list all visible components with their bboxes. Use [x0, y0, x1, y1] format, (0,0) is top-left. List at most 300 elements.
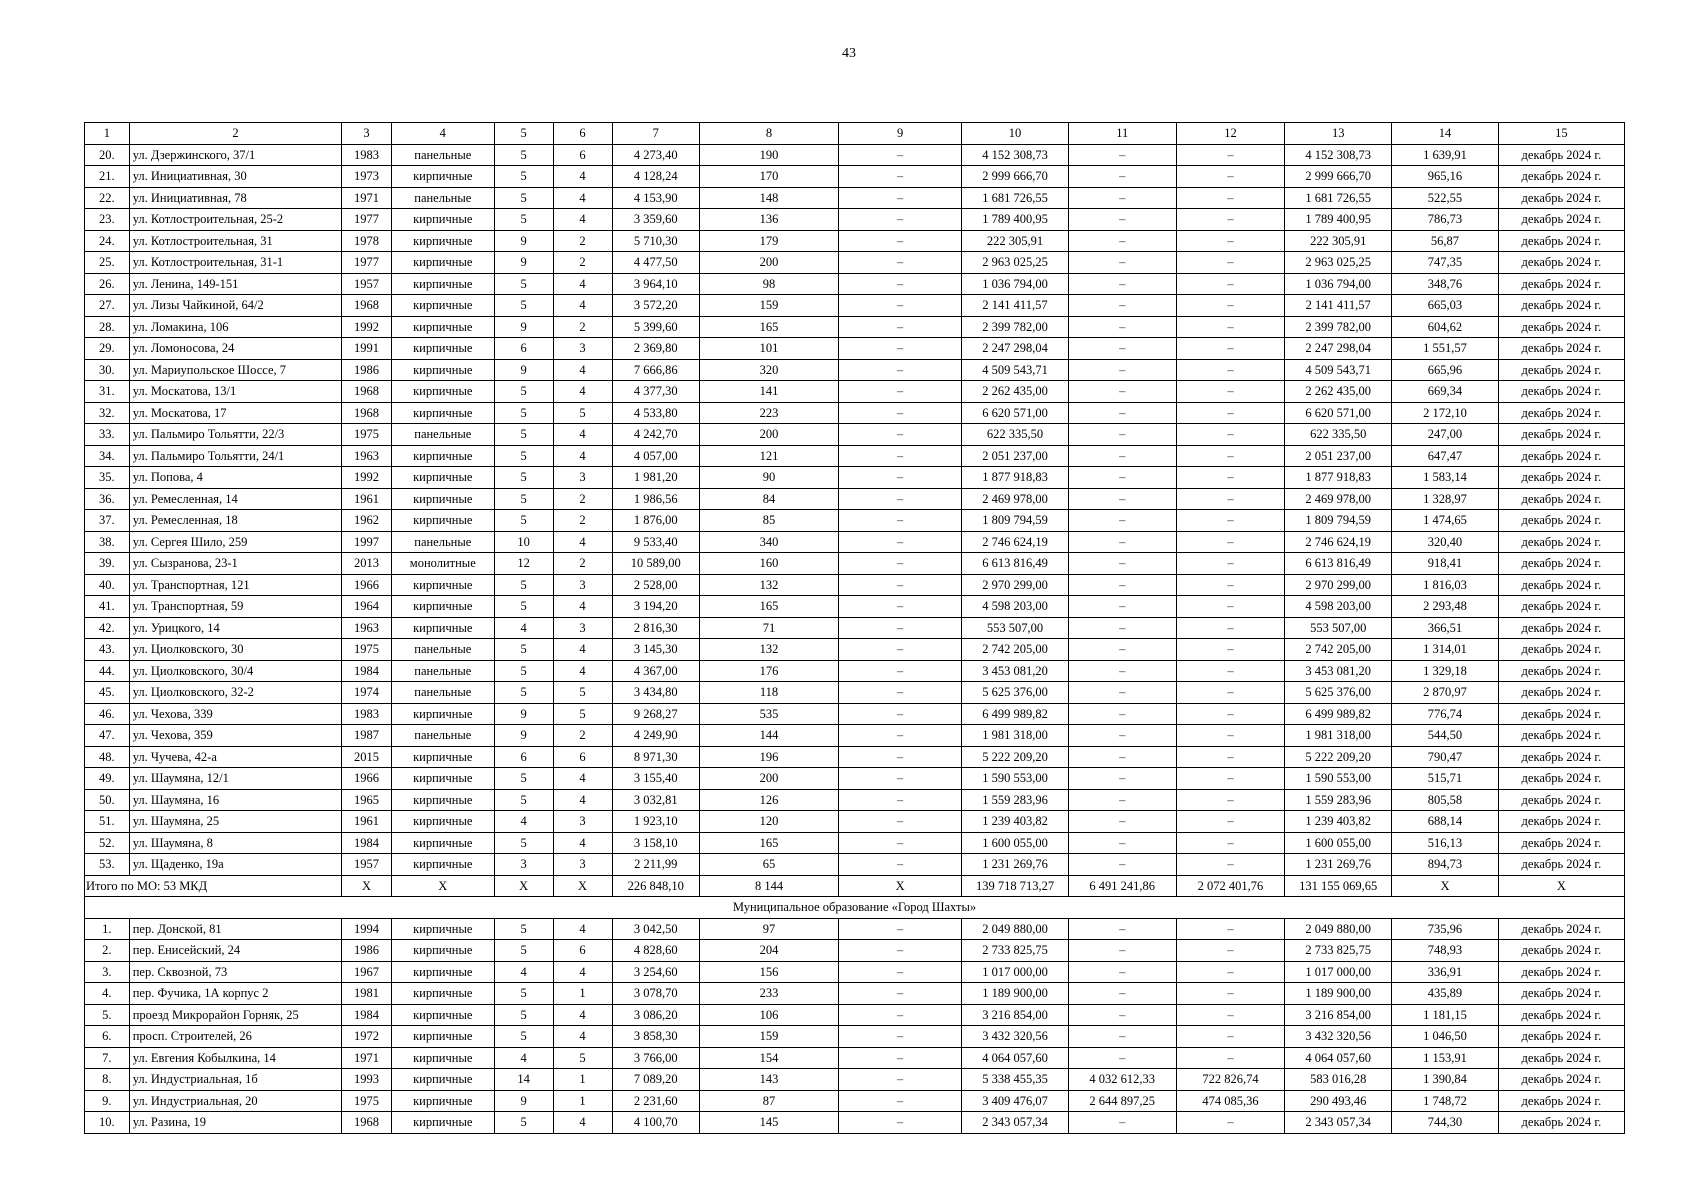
table-cell-col-13: 1 877 918,83: [1285, 467, 1392, 489]
table-cell-col-10: 6 620 571,00: [962, 402, 1069, 424]
table-cell-col-10: 4 598 203,00: [962, 596, 1069, 618]
table-cell-col-11: –: [1068, 553, 1176, 575]
table-cell-col-5: 9: [494, 359, 553, 381]
table-cell-col-4: панельные: [391, 531, 494, 553]
table-cell-col-8: 106: [699, 1004, 838, 1026]
table-cell-col-5: 5: [494, 1112, 553, 1134]
table-cell-col-12: –: [1176, 682, 1285, 704]
table-cell-col-2: ул. Шаумяна, 16: [129, 789, 341, 811]
table-cell-col-7: 2 231,60: [612, 1090, 699, 1112]
table-cell-col-1: 29.: [85, 338, 130, 360]
table-cell-col-5: 5: [494, 402, 553, 424]
table-cell-col-3: 1997: [342, 531, 392, 553]
table-cell-col-3: 1957: [342, 854, 392, 876]
total-cell-col-9: X: [839, 875, 962, 897]
table-cell-col-13: 1 239 403,82: [1285, 811, 1392, 833]
table-cell-col-11: –: [1068, 230, 1176, 252]
table-cell-col-15: декабрь 2024 г.: [1498, 940, 1624, 962]
table-cell-col-8: 190: [699, 144, 838, 166]
table-cell-col-14: 894,73: [1392, 854, 1499, 876]
table-cell-col-4: кирпичные: [391, 617, 494, 639]
table-cell-col-9: –: [839, 338, 962, 360]
table-cell-col-5: 4: [494, 811, 553, 833]
table-cell-col-1: 39.: [85, 553, 130, 575]
total-row: [85, 875, 1625, 897]
table-cell-col-11: –: [1068, 617, 1176, 639]
table-cell-col-15: декабрь 2024 г.: [1498, 703, 1624, 725]
table-cell-col-8: 143: [699, 1069, 838, 1091]
table-cell-col-1: 5.: [85, 1004, 130, 1026]
table-cell-col-5: 5: [494, 488, 553, 510]
table-row: [85, 252, 1625, 274]
table-cell-col-2: ул. Шаумяна, 8: [129, 832, 341, 854]
table-cell-col-1: 23.: [85, 209, 130, 231]
table-cell-col-2: ул. Котлостроительная, 25-2: [129, 209, 341, 231]
table-cell-col-11: –: [1068, 918, 1176, 940]
table-cell-col-12: –: [1176, 338, 1285, 360]
table-cell-col-15: декабрь 2024 г.: [1498, 252, 1624, 274]
table-cell-col-9: –: [839, 316, 962, 338]
table-cell-col-6: 4: [553, 768, 612, 790]
table-cell-col-15: декабрь 2024 г.: [1498, 768, 1624, 790]
table-cell-col-6: 2: [553, 252, 612, 274]
table-cell-col-7: 8 971,30: [612, 746, 699, 768]
table-cell-col-12: –: [1176, 1026, 1285, 1048]
table-cell-col-6: 4: [553, 209, 612, 231]
table-cell-col-6: 2: [553, 488, 612, 510]
table-cell-col-3: 2013: [342, 553, 392, 575]
table-cell-col-11: –: [1068, 488, 1176, 510]
table-cell-col-12: –: [1176, 703, 1285, 725]
table-cell-col-1: 10.: [85, 1112, 130, 1134]
table-cell-col-12: –: [1176, 940, 1285, 962]
table-cell-col-9: –: [839, 1026, 962, 1048]
table-row: [85, 596, 1625, 618]
table-cell-col-6: 4: [553, 1026, 612, 1048]
table-cell-col-15: декабрь 2024 г.: [1498, 983, 1624, 1005]
table-cell-col-2: ул. Транспортная, 59: [129, 596, 341, 618]
section-heading: Муниципальное образование «Город Шахты»: [85, 897, 1625, 919]
table-cell-col-11: –: [1068, 359, 1176, 381]
table-cell-col-2: пер. Донской, 81: [129, 918, 341, 940]
table-cell-col-4: кирпичные: [391, 467, 494, 489]
table-cell-col-10: 3 453 081,20: [962, 660, 1069, 682]
table-cell-col-14: 965,16: [1392, 166, 1499, 188]
table-cell-col-13: 2 141 411,57: [1285, 295, 1392, 317]
column-header-8: 8: [699, 123, 838, 145]
table-cell-col-3: 1983: [342, 144, 392, 166]
table-cell-col-13: 3 432 320,56: [1285, 1026, 1392, 1048]
table-cell-col-14: 348,76: [1392, 273, 1499, 295]
table-cell-col-5: 9: [494, 230, 553, 252]
table-cell-col-15: декабрь 2024 г.: [1498, 854, 1624, 876]
table-cell-col-7: 7 666,86: [612, 359, 699, 381]
table-cell-col-1: 30.: [85, 359, 130, 381]
table-cell-col-2: пер. Сквозной, 73: [129, 961, 341, 983]
table-cell-col-10: 1 036 794,00: [962, 273, 1069, 295]
table-cell-col-12: –: [1176, 295, 1285, 317]
table-cell-col-15: декабрь 2024 г.: [1498, 1026, 1624, 1048]
table-cell-col-3: 2015: [342, 746, 392, 768]
table-cell-col-9: –: [839, 918, 962, 940]
table-cell-col-3: 1968: [342, 381, 392, 403]
table-cell-col-11: –: [1068, 338, 1176, 360]
table-cell-col-4: кирпичные: [391, 1047, 494, 1069]
table-cell-col-12: –: [1176, 209, 1285, 231]
table-cell-col-14: 790,47: [1392, 746, 1499, 768]
table-cell-col-6: 4: [553, 918, 612, 940]
table-cell-col-6: 4: [553, 166, 612, 188]
table-cell-col-10: 2 746 624,19: [962, 531, 1069, 553]
table-cell-col-8: 145: [699, 1112, 838, 1134]
data-table: [84, 122, 1625, 1134]
table-cell-col-2: пер. Фучика, 1А корпус 2: [129, 983, 341, 1005]
table-cell-col-3: 1962: [342, 510, 392, 532]
table-cell-col-4: кирпичные: [391, 316, 494, 338]
table-cell-col-14: 1 639,91: [1392, 144, 1499, 166]
table-cell-col-12: –: [1176, 316, 1285, 338]
table-cell-col-6: 4: [553, 639, 612, 661]
table-cell-col-14: 2 293,48: [1392, 596, 1499, 618]
table-cell-col-5: 5: [494, 768, 553, 790]
table-row: [85, 338, 1625, 360]
table-row: [85, 940, 1625, 962]
table-cell-col-10: 2 141 411,57: [962, 295, 1069, 317]
table-cell-col-3: 1961: [342, 488, 392, 510]
table-cell-col-15: декабрь 2024 г.: [1498, 510, 1624, 532]
table-cell-col-3: 1986: [342, 940, 392, 962]
table-cell-col-7: 1 876,00: [612, 510, 699, 532]
table-cell-col-3: 1992: [342, 467, 392, 489]
table-cell-col-6: 4: [553, 660, 612, 682]
table-cell-col-14: 604,62: [1392, 316, 1499, 338]
table-cell-col-13: 2 049 880,00: [1285, 918, 1392, 940]
table-cell-col-9: –: [839, 467, 962, 489]
table-cell-col-14: 747,35: [1392, 252, 1499, 274]
table-row: [85, 1004, 1625, 1026]
table-cell-col-13: 1 600 055,00: [1285, 832, 1392, 854]
column-header-1: 1: [85, 123, 130, 145]
table-cell-col-12: –: [1176, 144, 1285, 166]
table-cell-col-7: 4 100,70: [612, 1112, 699, 1134]
table-cell-col-13: 3 216 854,00: [1285, 1004, 1392, 1026]
table-cell-col-12: –: [1176, 983, 1285, 1005]
table-cell-col-8: 179: [699, 230, 838, 252]
table-cell-col-3: 1993: [342, 1069, 392, 1091]
table-cell-col-2: ул. Разина, 19: [129, 1112, 341, 1134]
table-cell-col-14: 1 153,91: [1392, 1047, 1499, 1069]
table-cell-col-4: кирпичные: [391, 166, 494, 188]
table-cell-col-6: 1: [553, 983, 612, 1005]
table-cell-col-14: 522,55: [1392, 187, 1499, 209]
total-cell-col-3: X: [342, 875, 392, 897]
table-cell-col-4: кирпичные: [391, 445, 494, 467]
table-cell-col-2: ул. Сергея Шило, 259: [129, 531, 341, 553]
table-cell-col-4: панельные: [391, 144, 494, 166]
table-cell-col-1: 21.: [85, 166, 130, 188]
table-cell-col-12: –: [1176, 574, 1285, 596]
table-cell-col-14: 56,87: [1392, 230, 1499, 252]
table-cell-col-10: 3 432 320,56: [962, 1026, 1069, 1048]
table-cell-col-7: 5 399,60: [612, 316, 699, 338]
table-row: [85, 166, 1625, 188]
table-cell-col-13: 6 613 816,49: [1285, 553, 1392, 575]
table-cell-col-3: 1968: [342, 402, 392, 424]
table-cell-col-4: панельные: [391, 682, 494, 704]
table-cell-col-4: кирпичные: [391, 918, 494, 940]
table-cell-col-14: 1 181,15: [1392, 1004, 1499, 1026]
table-cell-col-15: декабрь 2024 г.: [1498, 144, 1624, 166]
table-cell-col-11: –: [1068, 811, 1176, 833]
table-cell-col-10: 2 963 025,25: [962, 252, 1069, 274]
table-cell-col-3: 1991: [342, 338, 392, 360]
table-cell-col-1: 49.: [85, 768, 130, 790]
table-cell-col-14: 1 390,84: [1392, 1069, 1499, 1091]
table-cell-col-9: –: [839, 1004, 962, 1026]
table-cell-col-8: 98: [699, 273, 838, 295]
table-cell-col-7: 3 086,20: [612, 1004, 699, 1026]
table-cell-col-12: –: [1176, 252, 1285, 274]
table-cell-col-4: кирпичные: [391, 402, 494, 424]
table-cell-col-3: 1968: [342, 1112, 392, 1134]
table-cell-col-2: ул. Транспортная, 121: [129, 574, 341, 596]
table-cell-col-8: 535: [699, 703, 838, 725]
table-cell-col-1: 26.: [85, 273, 130, 295]
table-cell-col-4: кирпичные: [391, 273, 494, 295]
total-cell-col-12: 2 072 401,76: [1176, 875, 1285, 897]
table-cell-col-13: 1 189 900,00: [1285, 983, 1392, 1005]
table-cell-col-10: 1 681 726,55: [962, 187, 1069, 209]
table-cell-col-3: 1965: [342, 789, 392, 811]
table-cell-col-9: –: [839, 273, 962, 295]
table-cell-col-9: –: [839, 746, 962, 768]
table-cell-col-14: 744,30: [1392, 1112, 1499, 1134]
table-cell-col-14: 786,73: [1392, 209, 1499, 231]
table-cell-col-10: 222 305,91: [962, 230, 1069, 252]
table-cell-col-4: кирпичные: [391, 574, 494, 596]
table-cell-col-13: 2 469 978,00: [1285, 488, 1392, 510]
table-cell-col-9: –: [839, 531, 962, 553]
table-row: [85, 918, 1625, 940]
table-cell-col-12: –: [1176, 467, 1285, 489]
table-cell-col-7: 1 981,20: [612, 467, 699, 489]
table-cell-col-11: –: [1068, 639, 1176, 661]
table-cell-col-10: 1 877 918,83: [962, 467, 1069, 489]
table-row: [85, 381, 1625, 403]
table-cell-col-10: 2 733 825,75: [962, 940, 1069, 962]
section-heading-row: [85, 897, 1625, 919]
table-cell-col-8: 320: [699, 359, 838, 381]
table-cell-col-7: 3 858,30: [612, 1026, 699, 1048]
table-cell-col-6: 3: [553, 338, 612, 360]
table-cell-col-10: 2 343 057,34: [962, 1112, 1069, 1134]
table-cell-col-14: 1 551,57: [1392, 338, 1499, 360]
table-cell-col-15: декабрь 2024 г.: [1498, 725, 1624, 747]
table-cell-col-6: 1: [553, 1090, 612, 1112]
table-cell-col-5: 5: [494, 1026, 553, 1048]
table-cell-col-2: ул. Мариупольское Шоссе, 7: [129, 359, 341, 381]
table-cell-col-12: –: [1176, 381, 1285, 403]
table-cell-col-10: 2 469 978,00: [962, 488, 1069, 510]
table-cell-col-13: 2 343 057,34: [1285, 1112, 1392, 1134]
table-cell-col-7: 2 211,99: [612, 854, 699, 876]
table-cell-col-10: 2 742 205,00: [962, 639, 1069, 661]
table-cell-col-5: 6: [494, 338, 553, 360]
table-cell-col-2: просп. Строителей, 26: [129, 1026, 341, 1048]
table-cell-col-3: 1984: [342, 660, 392, 682]
table-cell-col-13: 583 016,28: [1285, 1069, 1392, 1091]
table-cell-col-1: 41.: [85, 596, 130, 618]
table-row: [85, 359, 1625, 381]
table-cell-col-6: 4: [553, 424, 612, 446]
table-cell-col-13: 2 970 299,00: [1285, 574, 1392, 596]
table-row: [85, 187, 1625, 209]
table-cell-col-10: 4 509 543,71: [962, 359, 1069, 381]
table-cell-col-8: 156: [699, 961, 838, 983]
table-cell-col-10: 6 499 989,82: [962, 703, 1069, 725]
table-cell-col-1: 6.: [85, 1026, 130, 1048]
table-cell-col-11: –: [1068, 187, 1176, 209]
column-header-15: 15: [1498, 123, 1624, 145]
table-cell-col-1: 8.: [85, 1069, 130, 1091]
table-cell-col-9: –: [839, 940, 962, 962]
table-cell-col-9: –: [839, 445, 962, 467]
table-cell-col-3: 1961: [342, 811, 392, 833]
table-cell-col-11: 4 032 612,33: [1068, 1069, 1176, 1091]
table-cell-col-15: декабрь 2024 г.: [1498, 445, 1624, 467]
table-cell-col-1: 4.: [85, 983, 130, 1005]
table-cell-col-15: декабрь 2024 г.: [1498, 1112, 1624, 1134]
table-cell-col-10: 2 970 299,00: [962, 574, 1069, 596]
table-cell-col-5: 4: [494, 961, 553, 983]
table-cell-col-7: 5 710,30: [612, 230, 699, 252]
table-cell-col-5: 5: [494, 424, 553, 446]
table-cell-col-8: 200: [699, 424, 838, 446]
table-cell-col-13: 2 963 025,25: [1285, 252, 1392, 274]
table-cell-col-14: 320,40: [1392, 531, 1499, 553]
table-cell-col-2: ул. Чехова, 359: [129, 725, 341, 747]
table-cell-col-11: –: [1068, 660, 1176, 682]
table-cell-col-14: 665,03: [1392, 295, 1499, 317]
table-cell-col-12: –: [1176, 445, 1285, 467]
table-cell-col-11: –: [1068, 596, 1176, 618]
table-cell-col-5: 5: [494, 682, 553, 704]
table-cell-col-9: –: [839, 402, 962, 424]
table-cell-col-4: кирпичные: [391, 1090, 494, 1112]
table-cell-col-3: 1986: [342, 359, 392, 381]
table-cell-col-2: ул. Ремесленная, 14: [129, 488, 341, 510]
table-cell-col-9: –: [839, 961, 962, 983]
table-row: [85, 553, 1625, 575]
table-cell-col-9: –: [839, 252, 962, 274]
table-cell-col-13: 4 152 308,73: [1285, 144, 1392, 166]
table-cell-col-13: 1 559 283,96: [1285, 789, 1392, 811]
table-cell-col-7: 3 042,50: [612, 918, 699, 940]
table-cell-col-7: 3 434,80: [612, 682, 699, 704]
total-label: Итого по МО: 53 МКД: [85, 875, 342, 897]
table-cell-col-14: 688,14: [1392, 811, 1499, 833]
table-cell-col-1: 20.: [85, 144, 130, 166]
table-cell-col-8: 120: [699, 811, 838, 833]
table-cell-col-13: 4 064 057,60: [1285, 1047, 1392, 1069]
table-cell-col-2: ул. Пальмиро Тольятти, 24/1: [129, 445, 341, 467]
table-cell-col-11: –: [1068, 768, 1176, 790]
table-cell-col-1: 35.: [85, 467, 130, 489]
table-cell-col-12: 722 826,74: [1176, 1069, 1285, 1091]
table-cell-col-5: 5: [494, 187, 553, 209]
column-header-3: 3: [342, 123, 392, 145]
table-cell-col-9: –: [839, 811, 962, 833]
table-cell-col-13: 2 051 237,00: [1285, 445, 1392, 467]
table-cell-col-9: –: [839, 854, 962, 876]
table-cell-col-15: декабрь 2024 г.: [1498, 359, 1624, 381]
table-cell-col-6: 3: [553, 467, 612, 489]
table-cell-col-1: 31.: [85, 381, 130, 403]
table-cell-col-12: –: [1176, 488, 1285, 510]
table-cell-col-8: 200: [699, 252, 838, 274]
table-cell-col-4: кирпичные: [391, 983, 494, 1005]
table-cell-col-10: 2 399 782,00: [962, 316, 1069, 338]
table-cell-col-3: 1978: [342, 230, 392, 252]
table-cell-col-8: 85: [699, 510, 838, 532]
table-cell-col-1: 27.: [85, 295, 130, 317]
table-cell-col-10: 1 017 000,00: [962, 961, 1069, 983]
table-cell-col-11: –: [1068, 1026, 1176, 1048]
table-cell-col-4: кирпичные: [391, 510, 494, 532]
table-cell-col-11: –: [1068, 424, 1176, 446]
table-cell-col-2: ул. Индустриальная, 1б: [129, 1069, 341, 1091]
table-cell-col-13: 5 625 376,00: [1285, 682, 1392, 704]
table-cell-col-4: кирпичные: [391, 338, 494, 360]
table-cell-col-3: 1987: [342, 725, 392, 747]
table-cell-col-5: 4: [494, 617, 553, 639]
table-cell-col-15: декабрь 2024 г.: [1498, 424, 1624, 446]
table-cell-col-10: 622 335,50: [962, 424, 1069, 446]
table-cell-col-15: декабрь 2024 г.: [1498, 1069, 1624, 1091]
table-cell-col-3: 1968: [342, 295, 392, 317]
table-cell-col-15: декабрь 2024 г.: [1498, 1047, 1624, 1069]
table-cell-col-6: 4: [553, 531, 612, 553]
table-row: [85, 445, 1625, 467]
table-cell-col-4: кирпичные: [391, 230, 494, 252]
table-cell-col-13: 6 499 989,82: [1285, 703, 1392, 725]
table-cell-col-8: 200: [699, 768, 838, 790]
table-cell-col-4: кирпичные: [391, 488, 494, 510]
table-cell-col-1: 51.: [85, 811, 130, 833]
table-cell-col-15: декабрь 2024 г.: [1498, 166, 1624, 188]
column-header-7: 7: [612, 123, 699, 145]
table-cell-col-11: –: [1068, 445, 1176, 467]
table-cell-col-7: 4 377,30: [612, 381, 699, 403]
table-cell-col-10: 2 999 666,70: [962, 166, 1069, 188]
table-cell-col-5: 3: [494, 854, 553, 876]
column-header-9: 9: [839, 123, 962, 145]
table-cell-col-6: 6: [553, 746, 612, 768]
table-cell-col-7: 4 533,80: [612, 402, 699, 424]
table-cell-col-1: 46.: [85, 703, 130, 725]
table-cell-col-14: 918,41: [1392, 553, 1499, 575]
table-cell-col-11: –: [1068, 703, 1176, 725]
table-cell-col-8: 159: [699, 295, 838, 317]
table-row: [85, 424, 1625, 446]
table-cell-col-4: панельные: [391, 660, 494, 682]
table-cell-col-15: декабрь 2024 г.: [1498, 187, 1624, 209]
table-cell-col-14: 1 046,50: [1392, 1026, 1499, 1048]
table-cell-col-15: декабрь 2024 г.: [1498, 209, 1624, 231]
table-cell-col-7: 3 032,81: [612, 789, 699, 811]
table-cell-col-11: –: [1068, 295, 1176, 317]
table-cell-col-11: –: [1068, 531, 1176, 553]
